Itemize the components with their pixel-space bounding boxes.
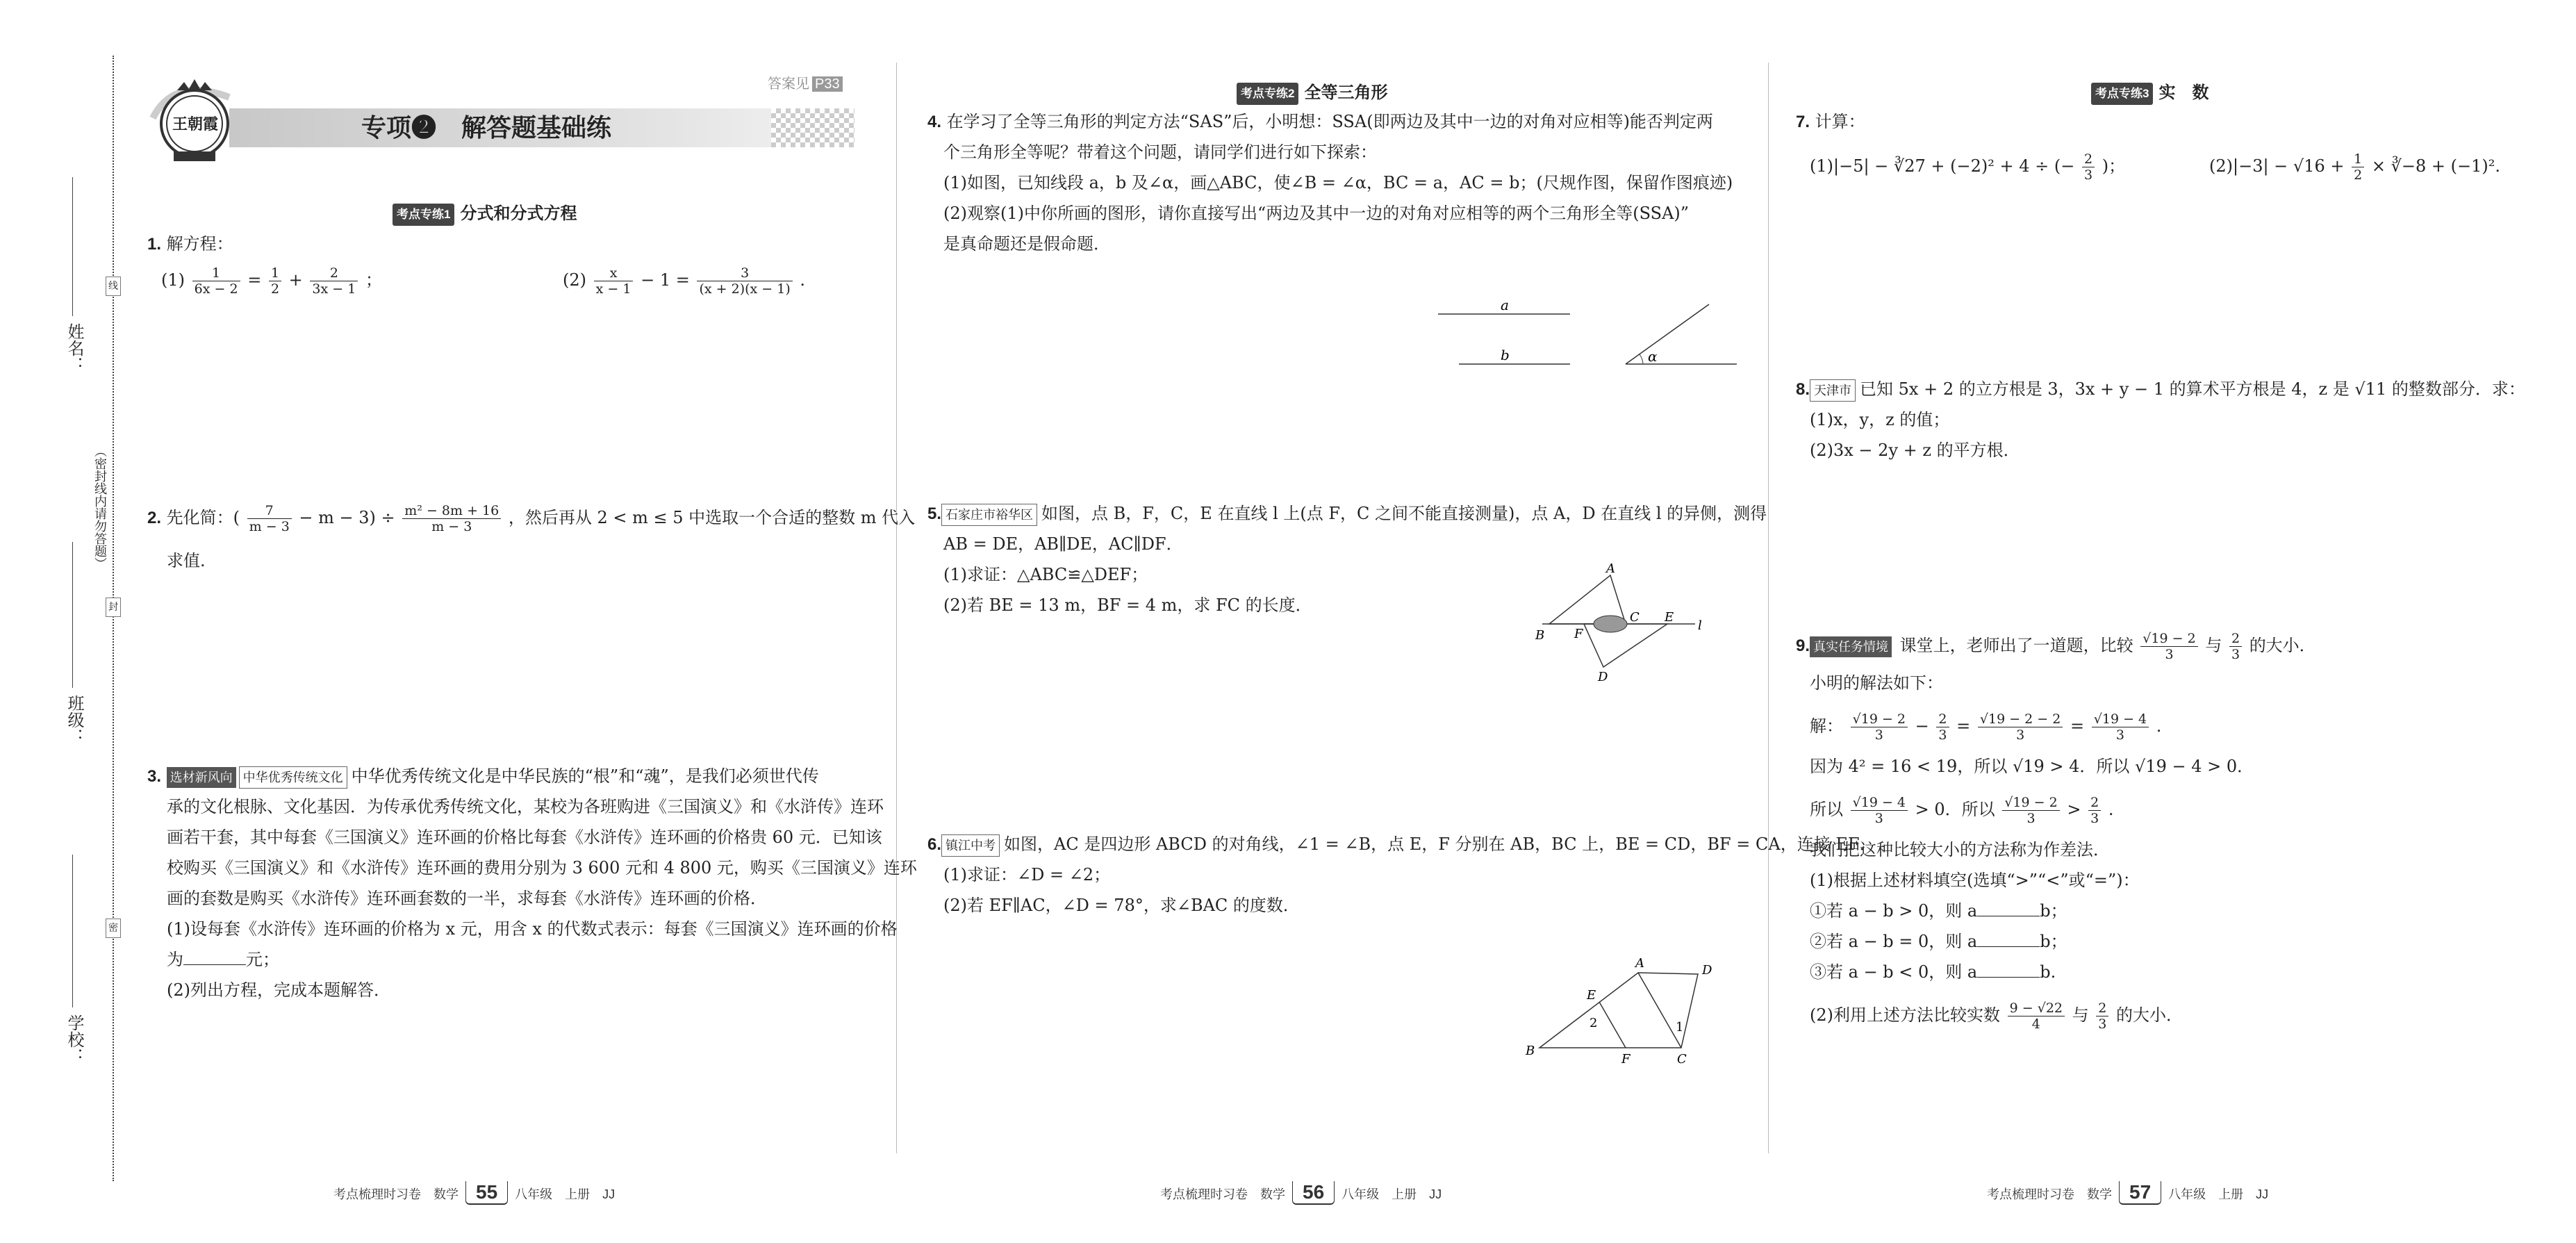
page-number: 56 — [1292, 1181, 1335, 1205]
question-9-solution: 所以 $\frac{√19 - 4}{3}$ > 0．所以 $\frac{√19 - 2}{3}$ > $\frac{2}{3}$ . — [1810, 795, 2114, 826]
binding-line — [113, 56, 114, 1181]
school-line — [72, 855, 73, 1007]
question-4-text: 个三角形全等呢？带着这个问题，请同学们进行如下探索： — [943, 142, 1377, 162]
svg-text:D: D — [1598, 670, 1608, 684]
question-2-line-2: 求值. — [167, 551, 206, 570]
question-4-part-2: (2)观察(1)中你所画的图形，请你直接写出“两边及其中一边的对角对应相等的两个三角形全等(SSA)” — [943, 204, 1690, 223]
seal-mark-secret: 密 — [106, 919, 121, 938]
figure-q5 — [1528, 563, 1709, 688]
seal-notice: （密封线内请勿答题） — [92, 445, 107, 570]
page-footer: 考点梳理时习卷 数学 57 八年级 上册 JJ — [1987, 1181, 2268, 1205]
question-3-part-1: (1)设每套《水浒传》连环画的价格为 x 元，用含 x 的代数式表示：每套《三国演义》连环画的价格 — [167, 919, 898, 939]
svg-text:B: B — [1526, 1044, 1535, 1058]
page-footer: 考点梳理时习卷 数学 56 八年级 上册 JJ — [1160, 1181, 1442, 1205]
section-heading: 考点专练3 实 数 — [2091, 82, 2208, 105]
answer-blank[interactable] — [1977, 900, 2040, 916]
question-7: 7. 计算： — [1796, 112, 1865, 131]
svg-text:A: A — [1606, 563, 1615, 576]
section-heading: 考点专练2 全等三角形 — [1237, 82, 1387, 105]
seal-mark-line: 线 — [106, 277, 121, 296]
class-line — [72, 542, 73, 688]
question-9: 9. 真实任务情境 课堂上，老师出了一道题，比较 $\frac{√19 - 2}{3}$ 与 $\frac{2}{3}$ 的大小． — [1796, 631, 2316, 662]
svg-text:b: b — [1501, 347, 1510, 363]
question-9-solution: 解： $\frac{√19 - 2}{3}$ − $\frac{2}{3}$ = $\frac{√19 - 2 - 2}{3}$ = $\frac{√19 - 4}{3}$ . — [1810, 711, 2162, 743]
question-3-blank-line: 为 元； — [167, 950, 279, 969]
svg-text:a: a — [1501, 297, 1509, 313]
svg-text:E: E — [1587, 988, 1596, 1003]
name-label: 姓名： — [65, 323, 84, 373]
svg-text:1: 1 — [1676, 1020, 1684, 1035]
question-9-case-1: ①若 a − b > 0，则 a b； — [1810, 901, 2067, 921]
svg-text:A: A — [1635, 956, 1644, 971]
svg-text:α: α — [1648, 348, 1658, 365]
question-4: 4. 在学习了全等三角形的判定方法“SAS”后，小明想：SSA(即两边及其中一边的对角对应相等)能否判定两 — [927, 112, 1713, 131]
question-2: 2. 先化简：( $\frac{7}{m - 3}$ − m − 3) ÷ $\frac{\text{m² − 8m + 16}}{m - 3}$ ，然后再从 2 < m ≤ 5 中选取一个合适的整数 m 代入 — [147, 503, 916, 534]
section-heading: 考点专练1 分式和分式方程 — [393, 203, 577, 226]
question-1-part-2: (2) $\frac{x}{x - 1}$ − 1 = $\frac{3}{(x + 2)(x - 1)}$ . — [563, 265, 806, 297]
question-6-part-1: (1)求证：∠D = ∠2； — [943, 865, 1111, 884]
question-8: 8. 天津市 已知 5x + 2 的立方根是 3，3x + y − 1 的算术平方根是 4，z 是 √11 的整数部分．求： — [1796, 379, 2525, 402]
question-9-case-3: ③若 a − b < 0，则 a b. — [1810, 962, 2056, 982]
svg-text:D: D — [1702, 963, 1712, 978]
question-3-text: 画若干套，其中每套《三国演义》连环画的价格比每套《水浒传》连环画的价格贵 60 元．已知该 — [167, 828, 882, 847]
question-3-text: 承的文化根脉、文化基因．为传承优秀传统文化，某校为各班购进《三国演义》和《水浒传》连环 — [167, 797, 884, 816]
question-9-case-2: ②若 a − b = 0，则 a b； — [1810, 932, 2067, 951]
answer-blank[interactable] — [1977, 931, 2040, 947]
question-7-part-2: (2)|−3| − √16 + $\frac{1}{2}$ × ∛−8 + (−1)². — [2209, 151, 2500, 183]
header-checker — [771, 108, 854, 147]
page-number: 57 — [2119, 1181, 2161, 1205]
question-4-part-1: (1)如图，已知线段 a，b 及∠α，画△ABC，使∠B = ∠α，BC = a，AC = b；(尺规作图，保留作图痕迹) — [943, 173, 1733, 192]
question-1: 1. 解方程： — [147, 234, 233, 254]
question-6-part-2: (2)若 EF∥AC，∠D = 78°，求∠BAC 的度数． — [943, 896, 1300, 915]
figure-q6 — [1521, 952, 1730, 1070]
question-9-part-2: (2)利用上述方法比较实数 $\frac{9 - √22}{4}$ 与 $\frac{2}{3}$ 的大小． — [1810, 1001, 2183, 1032]
svg-text:l: l — [1698, 618, 1702, 633]
seal-mark-seal: 封 — [106, 598, 121, 617]
svg-text:2: 2 — [1590, 1016, 1598, 1030]
svg-text:C: C — [1677, 1052, 1687, 1067]
answer-reference: 答案见 P33 — [768, 74, 843, 94]
question-8-part-2: (2)3x − 2y + z 的平方根． — [1810, 441, 2020, 460]
question-9-text: 小明的解法如下： — [1810, 673, 1943, 693]
answer-blank[interactable] — [1977, 962, 2040, 978]
page-number: 55 — [465, 1181, 508, 1205]
question-5-part-2: (2)若 BE = 13 m，BF = 4 m，求 FC 的长度． — [943, 595, 1312, 615]
figure-q4 — [1431, 292, 1737, 375]
svg-text:F: F — [1574, 627, 1583, 641]
page-title: 专项❷ 解答题基础练 — [361, 113, 612, 142]
column-divider — [1768, 63, 1769, 1153]
question-4-text: 是真命题还是假命题． — [943, 234, 1110, 254]
question-1-part-1: (1) $\frac{1}{6x - 2}$ = $\frac{1}{2}$ + $\frac{2}{3x - 1}$ ； — [161, 265, 382, 297]
logo — [146, 69, 243, 167]
svg-text:B: B — [1535, 628, 1545, 643]
question-7-part-1: (1)|−5| − ∛27 + (−2)² + 4 ÷ (− $\frac{2}{3}$ )； — [1810, 151, 2126, 183]
svg-text:F: F — [1621, 1052, 1630, 1067]
question-3-text: 画的套数是购买《水浒传》连环画套数的一半，求每套《水浒传》连环画的价格． — [167, 889, 767, 908]
question-9-part-1: (1)根据上述材料填空(选填“>”“<”或“=”)： — [1810, 871, 2140, 890]
svg-text:E: E — [1665, 610, 1674, 625]
question-3: 3. 选材新风向 中华优秀传统文化 中华优秀传统文化是中华民族的“根”和“魂”，是我们必须世代传 — [147, 766, 819, 789]
question-9-text: 我们把这种比较大小的方法称为作差法． — [1810, 840, 2110, 859]
name-line — [72, 177, 73, 316]
question-3-part-2: (2)列出方程，完成本题解答． — [167, 980, 390, 1000]
logo-text: 王朝霞 — [172, 115, 219, 133]
question-8-part-1: (1)x，y，z 的值； — [1810, 410, 1950, 429]
column-divider — [896, 63, 897, 1153]
class-label: 班级： — [65, 695, 84, 745]
answer-blank[interactable] — [183, 949, 246, 965]
question-6: 6. 镇江中考 如图，AC 是四边形 ABCD 的对角线，∠1 = ∠B，点 E，F 分别在 AB，BC 上，BE = CD，BF = CA，连接 EF． — [927, 834, 1876, 857]
question-5-part-1: (1)求证：△ABC≌△DEF； — [943, 565, 1148, 584]
question-5: 5. 石家庄市裕华区 如图，点 B，F，C，E 在直线 l 上(点 F，C 之间不能直接测量)，点 A，D 在直线 l 的异侧，测得 — [927, 503, 1767, 526]
school-label: 学校： — [65, 1014, 84, 1064]
question-5-text: AB = DE，AB∥DE，AC∥DF． — [943, 534, 1183, 554]
question-3-text: 校购买《三国演义》和《水浒传》连环画的费用分别为 3 600 元和 4 800 元，购买《三国演义》连环 — [167, 858, 917, 878]
svg-text:C: C — [1630, 610, 1640, 625]
question-9-solution: 因为 4² = 16 < 19，所以 √19 > 4．所以 √19 − 4 > 0． — [1810, 757, 2254, 776]
page-footer: 考点梳理时习卷 数学 55 八年级 上册 JJ — [333, 1181, 615, 1205]
